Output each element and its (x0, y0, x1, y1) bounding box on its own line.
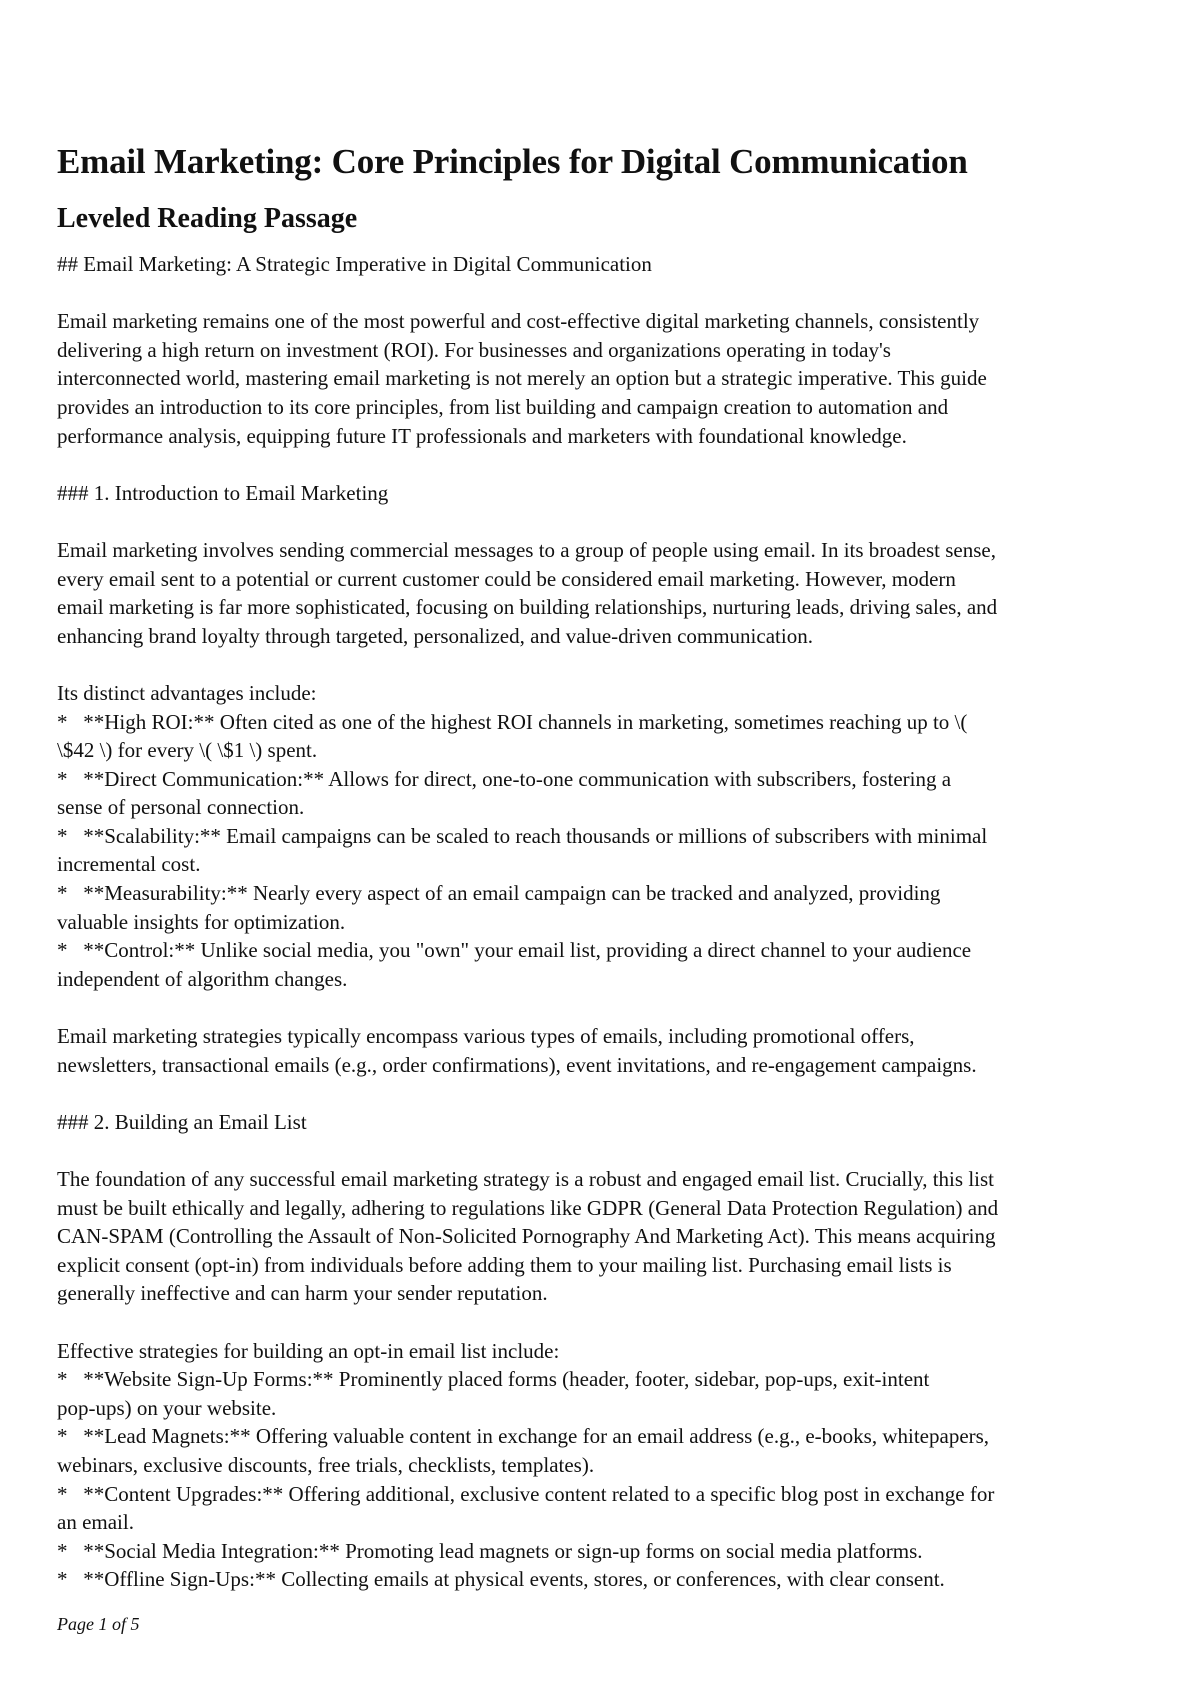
paragraph (57, 1337, 1157, 1594)
text-line: interconnected world, mastering email marketing is not merely an option but a strategic imperative. This guide (57, 366, 987, 391)
paragraph (57, 307, 1157, 450)
text-line: * **Direct Communication:** Allows for direct, one-to-one communication with subscribers, fostering a (57, 766, 952, 791)
document-subtitle: Leveled Reading Passage (57, 203, 358, 234)
text-line: * **Measurability:** Nearly every aspect of an email campaign can be tracked and analyzed, providing (57, 881, 941, 906)
text-line: * **Social Media Integration:** Promoting lead magnets or sign-up forms on social media platforms. (57, 1538, 923, 1563)
paragraph-gap (57, 507, 1157, 536)
paragraph-gap (57, 279, 1157, 308)
passage-body (57, 250, 1157, 1594)
text-line: \$42 \) for every \( \$1 \) spent. (57, 738, 318, 763)
text-line: email marketing is far more sophisticated, focusing on building relationships, nurturing leads, driving sales, and (57, 595, 998, 620)
text-line: * **Website Sign-Up Forms:** Prominently placed forms (header, footer, sidebar, pop-ups, exit-intent (57, 1367, 930, 1392)
paragraph-gap (57, 1308, 1157, 1337)
text-line: performance analysis, equipping future IT professionals and marketers with foundational knowledge. (57, 423, 907, 448)
page-number: Page 1 of 5 (57, 1614, 140, 1634)
paragraph-gap (57, 1079, 1157, 1108)
text-line: * **Scalability:** Email campaigns can be scaled to reach thousands or millions of subscribers with minimal (57, 823, 988, 848)
text-line: The foundation of any successful email marketing strategy is a robust and engaged email list. Crucially, this list (57, 1167, 994, 1191)
text-line: * **High ROI:** Often cited as one of the highest ROI channels in marketing, sometimes reaching up to \( (57, 709, 968, 734)
text-line: enhancing brand loyalty through targeted, personalized, and value-driven communication. (57, 623, 813, 648)
paragraph-gap (57, 1136, 1157, 1165)
text-line: incremental cost. (57, 852, 201, 877)
text-line: Email marketing strategies typically encompass various types of emails, including promotional offers, (57, 1024, 915, 1049)
document-page (57, 140, 1157, 1594)
text-line: sense of personal connection. (57, 795, 305, 820)
text-line: Email marketing involves sending commercial messages to a group of people using email. In its broadest sense, (57, 537, 996, 562)
text-line: Its distinct advantages include: (57, 680, 317, 705)
text-line: * **Content Upgrades:** Offering additional, exclusive content related to a specific blog post in exchange for (57, 1481, 995, 1506)
paragraph (57, 1165, 1157, 1308)
paragraph (57, 1108, 1157, 1137)
text-line: an email. (57, 1510, 134, 1535)
paragraph (57, 1022, 1157, 1079)
text-line: Effective strategies for building an opt-in email list include: (57, 1338, 560, 1363)
text-line: pop-ups) on your website. (57, 1395, 277, 1420)
text-line: * **Control:** Unlike social media, you "own" your email list, providing a direct channel to your audience (57, 938, 972, 963)
paragraph (57, 250, 1157, 279)
text-line: generally ineffective and can harm your sender reputation. (57, 1281, 548, 1306)
text-line: ## Email Marketing: A Strategic Imperative in Digital Communication (57, 252, 652, 276)
text-line: * **Offline Sign-Ups:** Collecting emails at physical events, stores, or conferences, with clear consent. (57, 1567, 945, 1592)
text-line: explicit consent (opt-in) from individuals before adding them to your mailing list. Purchasing email lists is (57, 1252, 952, 1277)
text-line: Email marketing remains one of the most powerful and cost-effective digital marketing channels, consistently (57, 309, 980, 334)
text-line: independent of algorithm changes. (57, 966, 348, 991)
paragraph-gap (57, 993, 1157, 1022)
text-line: every email sent to a potential or current customer could be considered email marketing. However, modern (57, 566, 956, 591)
document-title: Email Marketing: Core Principles for Digital Communication (57, 142, 968, 181)
text-line: * **Lead Magnets:** Offering valuable content in exchange for an email address (e.g., e-books, whitepapers, (57, 1424, 990, 1449)
paragraph (57, 679, 1157, 994)
text-line: provides an introduction to its core principles, from list building and campaign creation to automation and (57, 394, 949, 419)
text-line: webinars, exclusive discounts, free trials, checklists, templates). (57, 1452, 595, 1477)
text-line: CAN-SPAM (Controlling the Assault of Non-Solicited Pornography And Marketing Act). This means acquiring (57, 1224, 996, 1249)
paragraph-gap (57, 450, 1157, 479)
text-line: must be built ethically and legally, adhering to regulations like GDPR (General Data Protection Regulation) and (57, 1195, 999, 1220)
paragraph (57, 479, 1157, 508)
paragraph (57, 536, 1157, 650)
text-line: ### 2. Building an Email List (57, 1109, 307, 1134)
text-line: ### 1. Introduction to Email Marketing (57, 480, 389, 505)
text-line: newsletters, transactional emails (e.g., order confirmations), event invitations, and re-engagement campaigns. (57, 1052, 977, 1077)
text-line: valuable insights for optimization. (57, 909, 346, 934)
paragraph-gap (57, 650, 1157, 679)
text-line: delivering a high return on investment (ROI). For businesses and organizations operating in today's (57, 337, 891, 362)
